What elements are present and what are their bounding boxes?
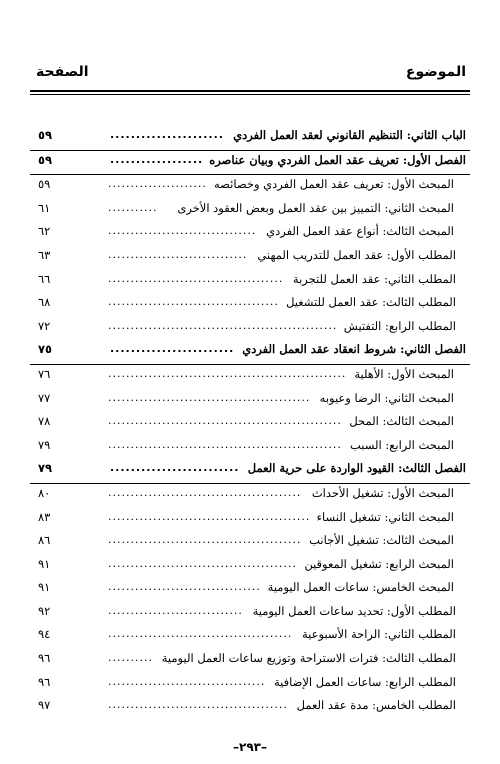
toc-entry [30, 578, 470, 602]
entry-title: المطلب الثالث: فترات الاستراحة وتوزيع ساعات العمل اليومية [161, 651, 456, 666]
entry-page-number: ٧٨ [38, 414, 51, 429]
toc-entry [30, 246, 470, 270]
entry-title: الباب الثاني: التنظيم القانوني لعقد العمل الفردي [233, 128, 466, 142]
dot-leader: ......................... [110, 461, 240, 475]
toc-entry [30, 293, 470, 317]
toc-entry [30, 484, 470, 508]
dot-leader: ...................... [108, 177, 207, 191]
entry-title: المبحث الأول: تعريف عقد العمل الفردي وخصائصه [214, 177, 454, 192]
entry-title: المطلب الثالث: عقد العمل للتشغيل [286, 295, 456, 310]
dot-leader: ...................................... [108, 295, 279, 309]
dot-leader: .......... [108, 651, 153, 665]
page-column-heading: الصفحة [36, 64, 89, 80]
dot-leader: ....................................... [108, 271, 284, 285]
entry-page-number: ٧٢ [38, 318, 51, 333]
toc-entry [30, 222, 470, 246]
dot-leader: ...................... [110, 128, 224, 141]
dot-leader: ........................................... [108, 485, 302, 499]
dot-leader: .................. [110, 152, 204, 166]
toc-entry [30, 436, 470, 460]
entry-page-number: ٩١ [38, 556, 51, 571]
dot-leader: .............................. [108, 603, 243, 617]
entry-page-number: ٦٣ [38, 247, 51, 262]
dot-leader: ..................................................... [108, 366, 347, 380]
entry-page-number: ٩١ [38, 580, 51, 595]
entry-title: المبحث الأول: تشغيل الأحداث [311, 485, 454, 500]
dot-leader: ........... [108, 200, 158, 214]
entry-page-number: ٧٥ [38, 342, 53, 357]
entry-page-number: ٩٦ [38, 674, 51, 689]
entry-page-number: ٥٩ [38, 128, 53, 142]
entry-title: الفصل الثالث: القيود الواردة على حرية العمل [247, 461, 466, 476]
toc-entry [30, 531, 470, 555]
toc-entry [30, 199, 470, 223]
entry-page-number: ٩٢ [38, 603, 51, 618]
dot-leader: .................................. [108, 580, 261, 594]
toc-entry [30, 317, 470, 341]
toc-header [30, 64, 470, 86]
dot-leader: ............................................. [108, 509, 311, 523]
entry-page-number: ٨٦ [38, 533, 51, 548]
toc-entry [30, 365, 470, 389]
entry-title: المطلب الرابع: التفتيش [343, 318, 456, 333]
entry-title: المبحث الثالث: أنواع عقد العمل الفردي [266, 224, 454, 239]
entry-page-number: ٧٩ [38, 437, 51, 452]
entry-title: المطلب الثاني: عقد العمل للتجربة [292, 271, 456, 286]
entry-page-number: ٧٦ [38, 366, 51, 381]
toc-entry [30, 555, 470, 579]
entry-page-number: ٩٦ [38, 651, 51, 666]
toc-entry [30, 625, 470, 649]
dot-leader: ........................ [110, 342, 235, 356]
topic-column-heading: الموضوع [405, 64, 466, 80]
dot-leader: ................................... [108, 674, 266, 688]
entry-title: الفصل الثاني: شروط انعقاد عقد العمل الفردي [242, 342, 466, 357]
entry-title: المبحث الخامس: ساعات العمل اليومية [267, 580, 454, 595]
entry-page-number: ٧٩ [38, 461, 53, 476]
entry-title: المبحث الرابع: السبب [350, 437, 454, 452]
header-rule-thin [30, 94, 470, 95]
toc-entry [30, 649, 470, 673]
entry-title: الفصل الأول: تعريف عقد العمل الفردي وبيان عناصره [209, 152, 466, 167]
entry-page-number: ٥٩ [38, 177, 51, 192]
toc-entry [30, 175, 470, 199]
entry-title: المطلب الثاني: الراحة الأسبوعية [302, 627, 456, 642]
toc-entry [30, 340, 470, 365]
toc-entry [30, 270, 470, 294]
toc-entry [30, 508, 470, 532]
dot-leader: .......................................... [108, 556, 297, 570]
entry-page-number: ٩٧ [38, 698, 51, 713]
dot-leader: ......................................... [108, 627, 293, 641]
entry-title: المطلب الأول: عقد العمل للتدريب المهني [257, 247, 456, 262]
page-number: –٢٩٣– [233, 740, 267, 754]
dot-leader: ............................... [108, 247, 248, 261]
entry-title: المطلب الخامس: مدة عقد العمل [296, 698, 456, 713]
entry-page-number: ٨٣ [38, 509, 51, 524]
toc-entry [30, 412, 470, 436]
entry-title: المبحث الثاني: الرضا وعيوبه [319, 390, 454, 405]
toc-entry [30, 151, 470, 176]
dot-leader: ............................................. [108, 390, 311, 404]
entry-title: المطلب الأول: تحديد ساعات العمل اليومية [252, 603, 456, 618]
entry-page-number: ٨٠ [38, 485, 51, 500]
entry-title: المبحث الرابع: تشغيل المعوقين [304, 556, 454, 571]
toc-entry [30, 696, 470, 720]
toc-entry [30, 602, 470, 626]
entry-page-number: ٥٩ [38, 152, 53, 167]
entry-page-number: ٧٧ [38, 390, 51, 405]
entry-page-number: ٦٦ [38, 271, 51, 286]
table-of-contents [30, 126, 470, 720]
entry-page-number: ٦٨ [38, 295, 51, 310]
entry-title: المبحث الأول: الأهلية [354, 366, 454, 381]
entry-page-number: ٦٢ [38, 224, 51, 239]
entry-title: المبحث الثاني: التمييز بين عقد العمل وبعض العقود الأخرى [177, 200, 454, 215]
toc-entry [30, 673, 470, 697]
entry-title: المطلب الرابع: ساعات العمل الإضافية [273, 674, 456, 689]
entry-page-number: ٩٤ [38, 627, 51, 642]
dot-leader: ................................................... [108, 318, 338, 332]
entry-title: المبحث الثالث: تشغيل الأجانب [309, 533, 454, 548]
toc-entry [30, 459, 470, 484]
header-rule-thick [30, 90, 470, 92]
dot-leader: ................................. [108, 224, 257, 238]
entry-title: المبحث الثالث: المحل [349, 414, 454, 429]
toc-entry [30, 126, 470, 151]
entry-title: المبحث الثاني: تشغيل النساء [316, 509, 454, 524]
toc-entry [30, 389, 470, 413]
dot-leader: .................................................... [108, 437, 342, 451]
dot-leader: .................................................... [108, 414, 342, 428]
entry-page-number: ٦١ [38, 200, 51, 215]
dot-leader: ........................................... [108, 533, 302, 547]
dot-leader: ........................................ [108, 698, 288, 712]
